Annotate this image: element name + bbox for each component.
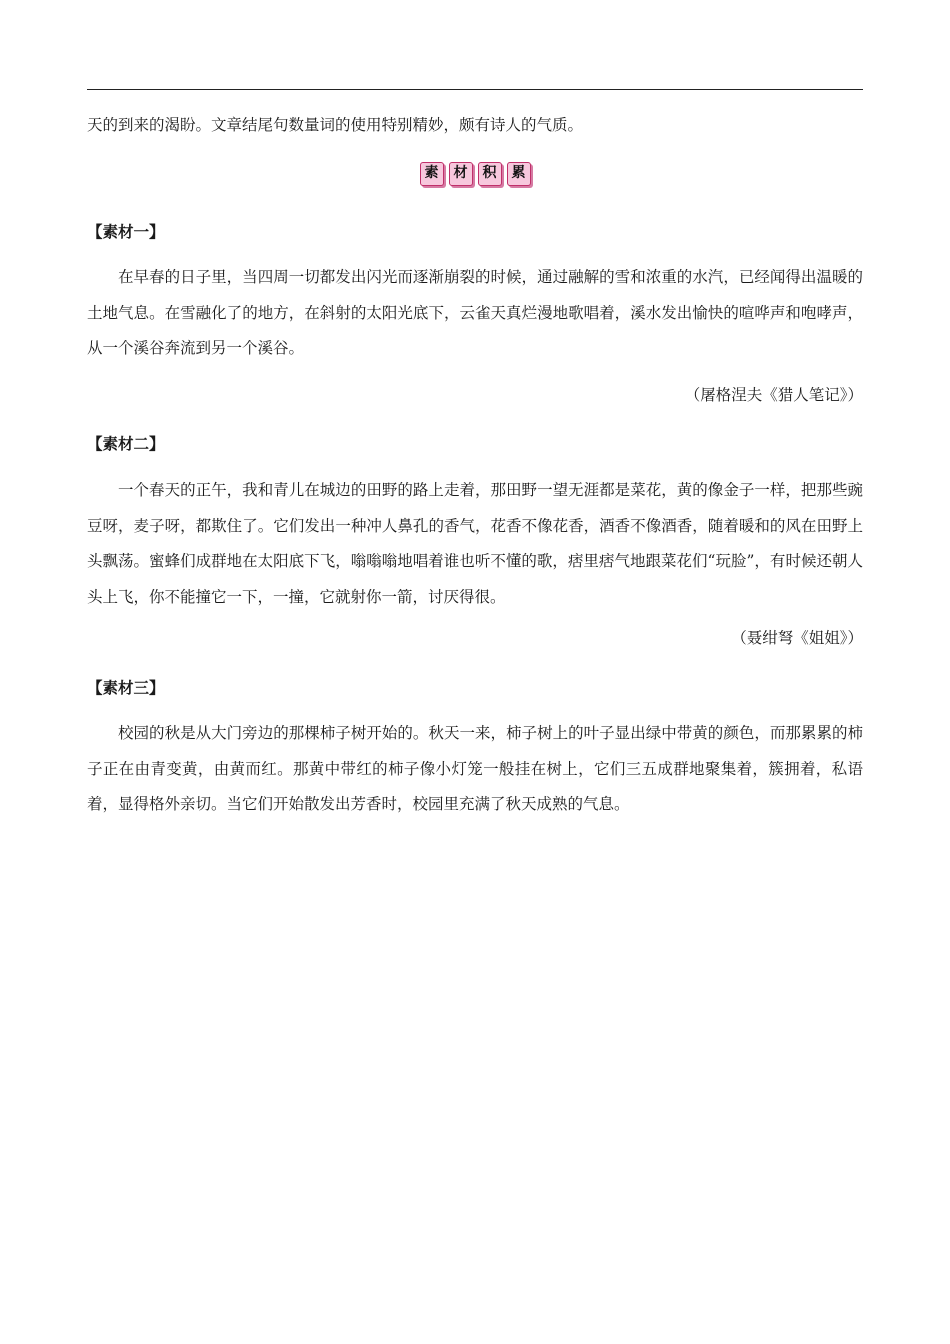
banner-char: 积: [478, 162, 502, 186]
banner-char: 素: [420, 162, 444, 186]
material-1-label: 【素材一】: [87, 222, 165, 241]
material-1-body: 在早春的日子里，当四周一切都发出闪光而逐渐崩裂的时候，通过融解的雪和浓重的水汽，已经闻得出温暖的土地气息。在雪融化了的地方，在斜射的太阳光底下，云雀天真烂漫地歌唱着，溪水发出愉快的喧哗声和咆哮声，从一个溪谷奔流到另一个溪谷。: [87, 268, 863, 357]
material-3-body: 校园的秋是从大门旁边的那棵柿子树开始的。秋天一来，柿子树上的叶子显出绿中带黄的颜色，而那累累的柿子正在由青变黄，由黄而红。那黄中带红的柿子像小灯笼一般挂在树上，它们三五成群地聚集着，簇拥着，私语着，显得格外亲切。当它们开始散发出芳香时，校园里充满了秋天成熟的气息。: [87, 724, 863, 813]
material-2-source: （聂绀弩《姐姐》）: [731, 629, 863, 647]
material-2-label: 【素材二】: [87, 434, 165, 453]
material-3-label: 【素材三】: [87, 678, 165, 697]
material-2-body: 一个春天的正午，我和青儿在城边的田野的路上走着，那田野一望无涯都是菜花，黄的像金子一样，把那些豌豆呀，麦子呀，都欺住了。它们发出一种冲人鼻孔的香气，花香不像花香，酒香不像酒香，随着暖和的风在田野上头飘荡。蜜蜂们成群地在太阳底下飞，嗡嗡嗡地唱着谁也听不懂的歌，痞里痞气地跟菜花们“玩脸”，有时候还朝人头上飞，你不能撞它一下，一撞，它就射你一箭，讨厌得很。: [87, 481, 863, 606]
header-rule: [87, 89, 863, 90]
section-banner-material-accumulation: [87, 162, 863, 186]
intro-text: 天的到来的渴盼。文章结尾句数量词的使用特别精妙，颇有诗人的气质。: [87, 116, 584, 134]
material-1-source: （屠格涅夫《猎人笔记》）: [684, 386, 863, 404]
banner-char: 材: [449, 162, 473, 186]
banner-char: 累: [507, 162, 531, 186]
